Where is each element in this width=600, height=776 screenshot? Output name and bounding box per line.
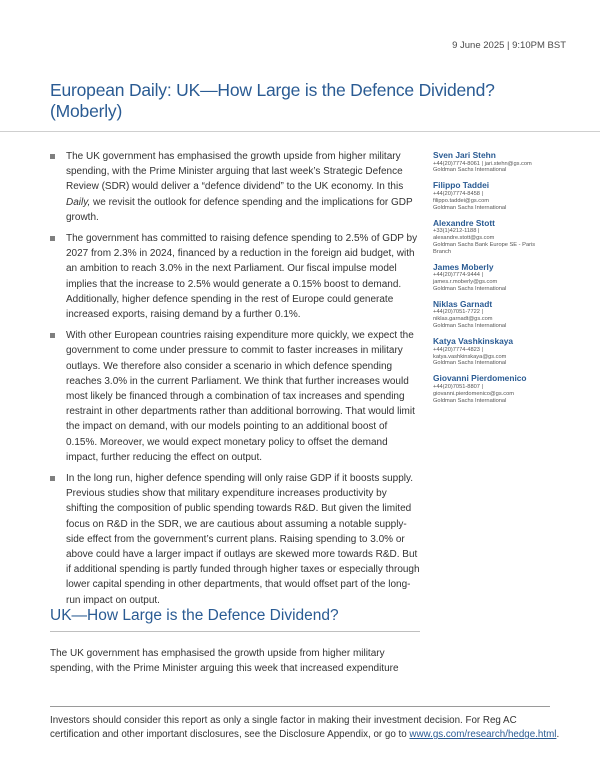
- author-sidebar: [433, 150, 583, 411]
- author-phone: +44(20)7051-8807 |: [433, 383, 484, 390]
- author-name[interactable]: Giovanni Pierdomenico: [433, 373, 527, 384]
- bullet-emphasis: Daily,: [66, 196, 91, 208]
- report-title: European Daily: UK—How Large is the Defence Dividend? (Moberly): [50, 80, 495, 121]
- author-contact[interactable]: +44(20)7774-8061 | jari.stehn@gs.com: [433, 160, 532, 167]
- author-firm: Goldman Sachs Bank Europe SE - Paris: [433, 241, 536, 248]
- bullet-text-end: we revisit the outlook for defence spending and the implications for GDP growth.: [66, 196, 413, 223]
- author-email[interactable]: alexandre.stott@gs.com: [433, 234, 495, 241]
- summary-bullet: [50, 149, 420, 225]
- header-divider: [0, 131, 600, 132]
- author-firm: Goldman Sachs International: [433, 360, 507, 367]
- author-card: [433, 262, 583, 293]
- disclosure-link[interactable]: www.gs.com/research/hedge.html: [409, 729, 557, 740]
- author-email[interactable]: filippo.taddei@gs.com: [433, 197, 490, 204]
- disclosure-end: .: [556, 729, 560, 740]
- bullet-text: With other European countries raising expenditure more quickly, we expect the government to come under pressure to commit to faster increases in military outlays. We therefore also consider a scenario in which defence spending reaches 3.0% in the current Parliament. We think that further increases would most likely be financed through a combination of tax increases and spending restraint in other departments rather than additional borrowing. That would limit the impact on demand, with our models pointing to an additional boost of 0.15%. Moreover, we would expect monetary policy to offset the demand impact, further reducing the effect on output.: [66, 330, 415, 463]
- author-phone: +44(20)7774-9444 |: [433, 272, 484, 279]
- author-card: [433, 150, 583, 174]
- section-paragraph: The UK government has emphasised the growth upside from higher military spending, with the Prime Minister arguing this week that increased expenditure: [50, 648, 399, 675]
- disclosure-footer: [50, 714, 560, 742]
- bullet-square-icon: [50, 236, 55, 241]
- disclosure-text: Investors should consider this report as only a single factor in making their investment decision. For Reg AC certification and other important disclosures, see the Disclosure Appendix, or go to: [50, 715, 517, 740]
- bullet-text: The government has committed to raising defence spending to 2.5% of GDP by 2027 from 2.3% in 2024, financed by a reduction in the foreign aid budget, with an ambition to reach 3.0% in the next Parliament. Our fiscal impulse model implies that the increase to 2.5% would generate a 0.15% boost to demand. Additionally, higher defence spending in the rest of Europe could generate increased exports, raising demand by a further 0.1%.: [66, 233, 418, 321]
- summary-bullet: [50, 231, 420, 322]
- report-date: 9 June 2025 | 9:10PM BST: [452, 40, 566, 51]
- footer-divider: [50, 706, 550, 707]
- author-name[interactable]: Filippo Taddei: [433, 180, 490, 191]
- bullet-square-icon: [50, 333, 55, 338]
- section-heading: UK—How Large is the Defence Dividend?: [50, 607, 339, 624]
- author-phone: +44(20)7774-8458 |: [433, 190, 484, 197]
- author-card: [433, 180, 583, 211]
- author-phone: +44(20)7774-4823 |: [433, 346, 484, 353]
- author-card: [433, 218, 583, 256]
- bullet-text: The UK government has emphasised the growth upside from higher military spending, with the Prime Minister arguing that last week’s Strategic Defence Review (SDR) would deliver a “defence dividend” to the UK economy. In this: [66, 151, 404, 193]
- author-card: [433, 299, 583, 330]
- author-phone: +44(20)7051-7722 |: [433, 309, 484, 316]
- author-name[interactable]: Sven Jari Stehn: [433, 150, 496, 160]
- bullet-square-icon: [50, 476, 55, 481]
- author-firm: Goldman Sachs International: [433, 285, 507, 292]
- author-card: [433, 336, 583, 367]
- bullet-text: In the long run, higher defence spending will only raise GDP if it boosts supply. Previous studies show that military expenditure increases productivity by shifting the composition of public spending towards R&D. But given the limited focus on R&D in the SDR, we are cautious about assuming a notable supply-side effect from the government’s current plans. Raising spending to 3.0% or above could have a larger impact if outlays are skewed more towards R&D. But if additional spending is partly funded through higher taxes or especially through lower capital spending in other departments, that would offset part of the long-run impact on output.: [66, 473, 420, 606]
- author-name[interactable]: Alexandre Stott: [433, 217, 495, 228]
- author-phone: +33(1)4212-1188 |: [433, 228, 480, 235]
- author-name[interactable]: James Moberly: [433, 261, 494, 272]
- bullet-square-icon: [50, 154, 55, 159]
- author-email[interactable]: niklas.garnadt@gs.com: [433, 316, 493, 323]
- author-firm: Goldman Sachs International: [433, 167, 507, 174]
- summary-bullet: [50, 471, 420, 608]
- author-email[interactable]: katya.vashkinskaya@gs.com: [433, 353, 507, 360]
- summary-bullet: [50, 328, 420, 465]
- author-name[interactable]: Katya Vashkinskaya: [433, 336, 514, 347]
- author-name[interactable]: Niklas Garnadt: [433, 298, 493, 309]
- summary-bullets: [50, 149, 420, 614]
- author-firm: Goldman Sachs International: [433, 397, 507, 404]
- author-firm: Goldman Sachs International: [433, 323, 507, 330]
- author-email[interactable]: james.r.moberly@gs.com: [433, 279, 498, 286]
- section-divider: [50, 631, 420, 632]
- author-card: [433, 373, 583, 404]
- author-firm: Goldman Sachs International: [433, 204, 507, 211]
- author-email[interactable]: giovanni.pierdomenico@gs.com: [433, 390, 515, 397]
- author-firm-branch: Branch: [433, 248, 452, 255]
